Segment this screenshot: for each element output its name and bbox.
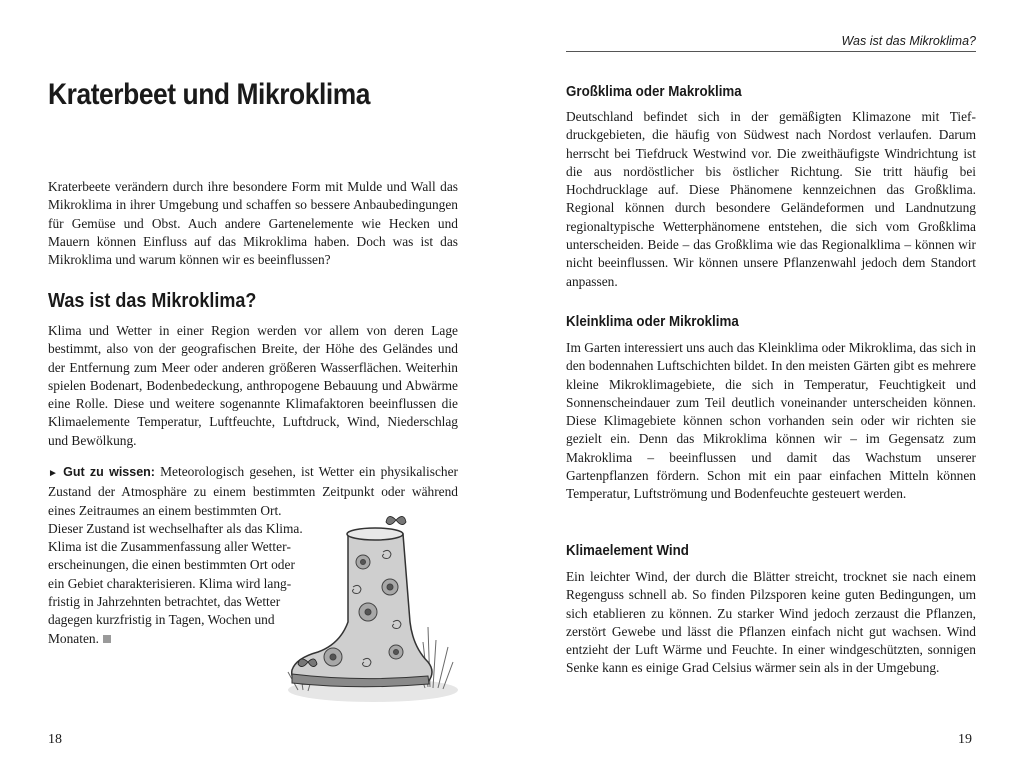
- tip-text-line1: Meteorologisch gesehen, ist Wetter ein physikalischer Zustand der Atmosphäre zu einem bestimmten Zeitpunkt oder während eines Zeitraumes an einem bestimmten Ort.: [48, 464, 459, 518]
- subsection-paragraph: Ein leichter Wind, der durch die Blätter streicht, trocknet sie nach einem Regenguss schnell ab. So finden Pilzsporen keine guten Bedingungen, um sich etablieren zu können. Zu starker Wind jedoch zerzaust die Pflanzen, zerstört Gewebe und lässt die Pflanzen einfach nicht gut wachsen. Wind entzieht der Luft Wärme und Feuchte. In einer windgeschützten, sonnigen Senke kann es einige Grad Celsius wärmer sein als in der Umgebung.: [566, 569, 976, 676]
- right-page: [510, 0, 1020, 782]
- section-title: Was ist das Mikroklima?: [48, 290, 257, 312]
- end-square-icon: [103, 635, 111, 643]
- running-head: Was ist das Mikroklima?: [566, 34, 976, 52]
- page-number: 19: [958, 732, 972, 747]
- intro-paragraph: Kraterbeete verändern durch ihre besondere Form mit Mulde und Wall das Mikroklima in ihrer Umgebung und schaffen so bessere Anbaubedingungen für Gemüse und Obst. Auch andere Gartenelemente wie Hecken und Mauern können Einfluss auf das Mikroklima haben. Doch was ist das Mikroklima und warum können wir es beeinflussen?: [48, 179, 458, 268]
- arrow-icon: ►: [48, 468, 58, 479]
- subsection-title: Kleinklima oder Mikroklima: [566, 314, 739, 330]
- page-number: 18: [48, 732, 62, 747]
- tip-text-rest-content: Dieser Zustand ist wechselhafter als das Klima. Klima ist die Zusammenfassung aller Wettererscheinungen, die einen bestimmten Ort oder ein Gebiet charakterisieren. Klima wird langfristig in Jahrzehnten betrachtet, das Wetter dagegen kurzfristig in Tagen, Wochen und Monaten.: [48, 520, 303, 646]
- boot-rim: [347, 528, 403, 540]
- subsection-title: Klimaelement Wind: [566, 543, 689, 559]
- subsection-paragraph: Im Garten interessiert uns auch das Kleinklima oder Mikroklima, das sich in den bodennahen Luftschichten bildet. In den meisten Gärten gibt es mehrere kleine Mikroklimagebiete, die sich in Temperatur, Feuchtigkeit und Sonnenscheindauer zum Teil deutlich voneinander unterscheiden können. Diese Klimagebiete können schon vorhanden sein oder wir richten sie gezielt ein. Denn das Mikroklima können wir – im Gegensatz zum Makroklima – beeinflussen und damit das Wachstum unserer Gartenpflanzen fördern. Schon mit ein paar einfachen Mitteln können Temperatur, Luftströmung und Bodenfeuchte gesteuert werden.: [566, 340, 976, 502]
- rubber-boot-illustration: [278, 512, 458, 712]
- body-paragraph: Klima und Wetter in einer Region werden vor allem von deren Lage bestimmt, also von der geografischen Breite, der Höhe des Geländes und der Entfernung zum Meer oder anderen größeren Wasserflächen. Weiterhin spielen Bodenart, Bodenbedeckung, anthropogene Bebauung und Abwärme eine Rolle. Diese und weitere sogenannte Klimafaktoren beeinflussen die Klimaelemente Temperatur, Luftfeuchte, Luftdruck, Wind, Niederschlag und Bewölkung.: [48, 323, 458, 448]
- chapter-title: Kraterbeet und Mikroklima: [48, 78, 371, 111]
- tip-text-rest: [48, 520, 313, 648]
- subsection-title: Großklima oder Makroklima: [566, 84, 742, 100]
- subsection-paragraph: Deutschland befindet sich in der gemäßigten Klimazone mit Tiefdruckgebieten, die häufig von Südwest nach Nordost verlaufen. Darum herrscht bei Tiefdruck Westwind vor. Die zweithäufigste Windrichtung ist die aus nordöstlicher bis östlicher Richtung. Sie tritt häufig bei Hochdrucklage auf. Diese Phänomene kennzeichnen das Großklima. Regional können durch besondere Geländeformen und Landnutzung regionaltypische Wetterphänomene entstehen, die sich vom Großklima unterscheiden. Beide – das Großklima wie das Regionalklima – können wir nicht beeinflussen. Wir können unsere Pflanzenwahl jedoch dem Standort anpassen.: [566, 109, 976, 289]
- butterfly-icon: [386, 516, 406, 524]
- tip-label: Gut zu wissen:: [63, 465, 155, 479]
